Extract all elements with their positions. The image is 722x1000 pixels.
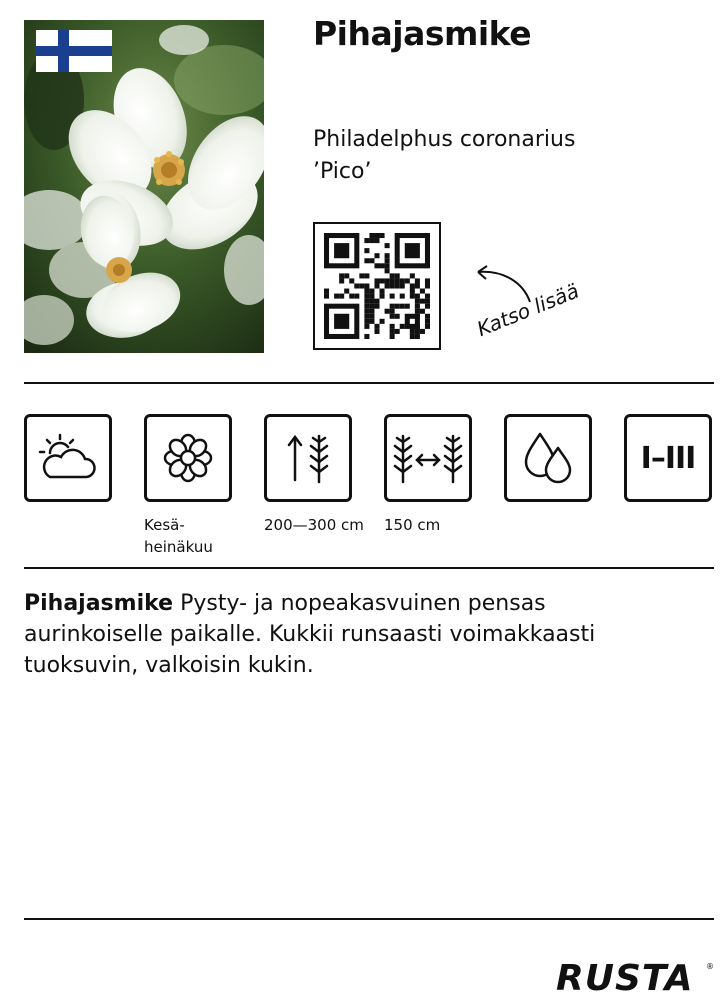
width-label: 150 cm	[384, 516, 441, 534]
product-title: Pihajasmike	[313, 14, 532, 53]
water-drops-icon	[504, 414, 592, 502]
qr-code[interactable]	[313, 222, 441, 350]
description-lead: Pihajasmike	[24, 591, 174, 616]
flower-icon	[144, 414, 232, 502]
middle-divider	[24, 567, 714, 569]
top-divider	[24, 382, 714, 384]
qr-code-pattern	[324, 233, 430, 339]
product-description	[24, 588, 684, 681]
bloom-time-label	[144, 514, 213, 558]
latin-name-line1: Philadelphus coronarius	[313, 127, 576, 152]
registered-mark: ®	[706, 962, 714, 971]
hardiness-zone-icon	[624, 414, 712, 502]
qr-caption: Katso lisää	[473, 278, 583, 342]
description-body: Pysty- ja nopeakasvuinen pensas aurinkoiselle paikalle. Kukkii runsaasti voimakkaasti tuoksuvin, valkoisin kukin.	[24, 591, 596, 678]
height-icon	[264, 414, 352, 502]
bloom-time-line2: heinäkuu	[144, 538, 213, 556]
latin-name-line2: ’Pico’	[313, 159, 372, 184]
product-photo	[24, 20, 264, 353]
width-icon	[384, 414, 472, 502]
latin-name	[313, 124, 575, 188]
bloom-time-line1: Kesä-	[144, 516, 185, 534]
bottom-divider	[24, 918, 714, 920]
mock-orange-flower-image	[24, 20, 264, 353]
sun-cloud-icon	[24, 414, 112, 502]
hardiness-zone-value: I–III	[640, 440, 696, 476]
height-label: 200—300 cm	[264, 516, 364, 534]
finland-flag-icon	[36, 30, 112, 72]
rusta-logo: RUSTA	[556, 958, 694, 999]
